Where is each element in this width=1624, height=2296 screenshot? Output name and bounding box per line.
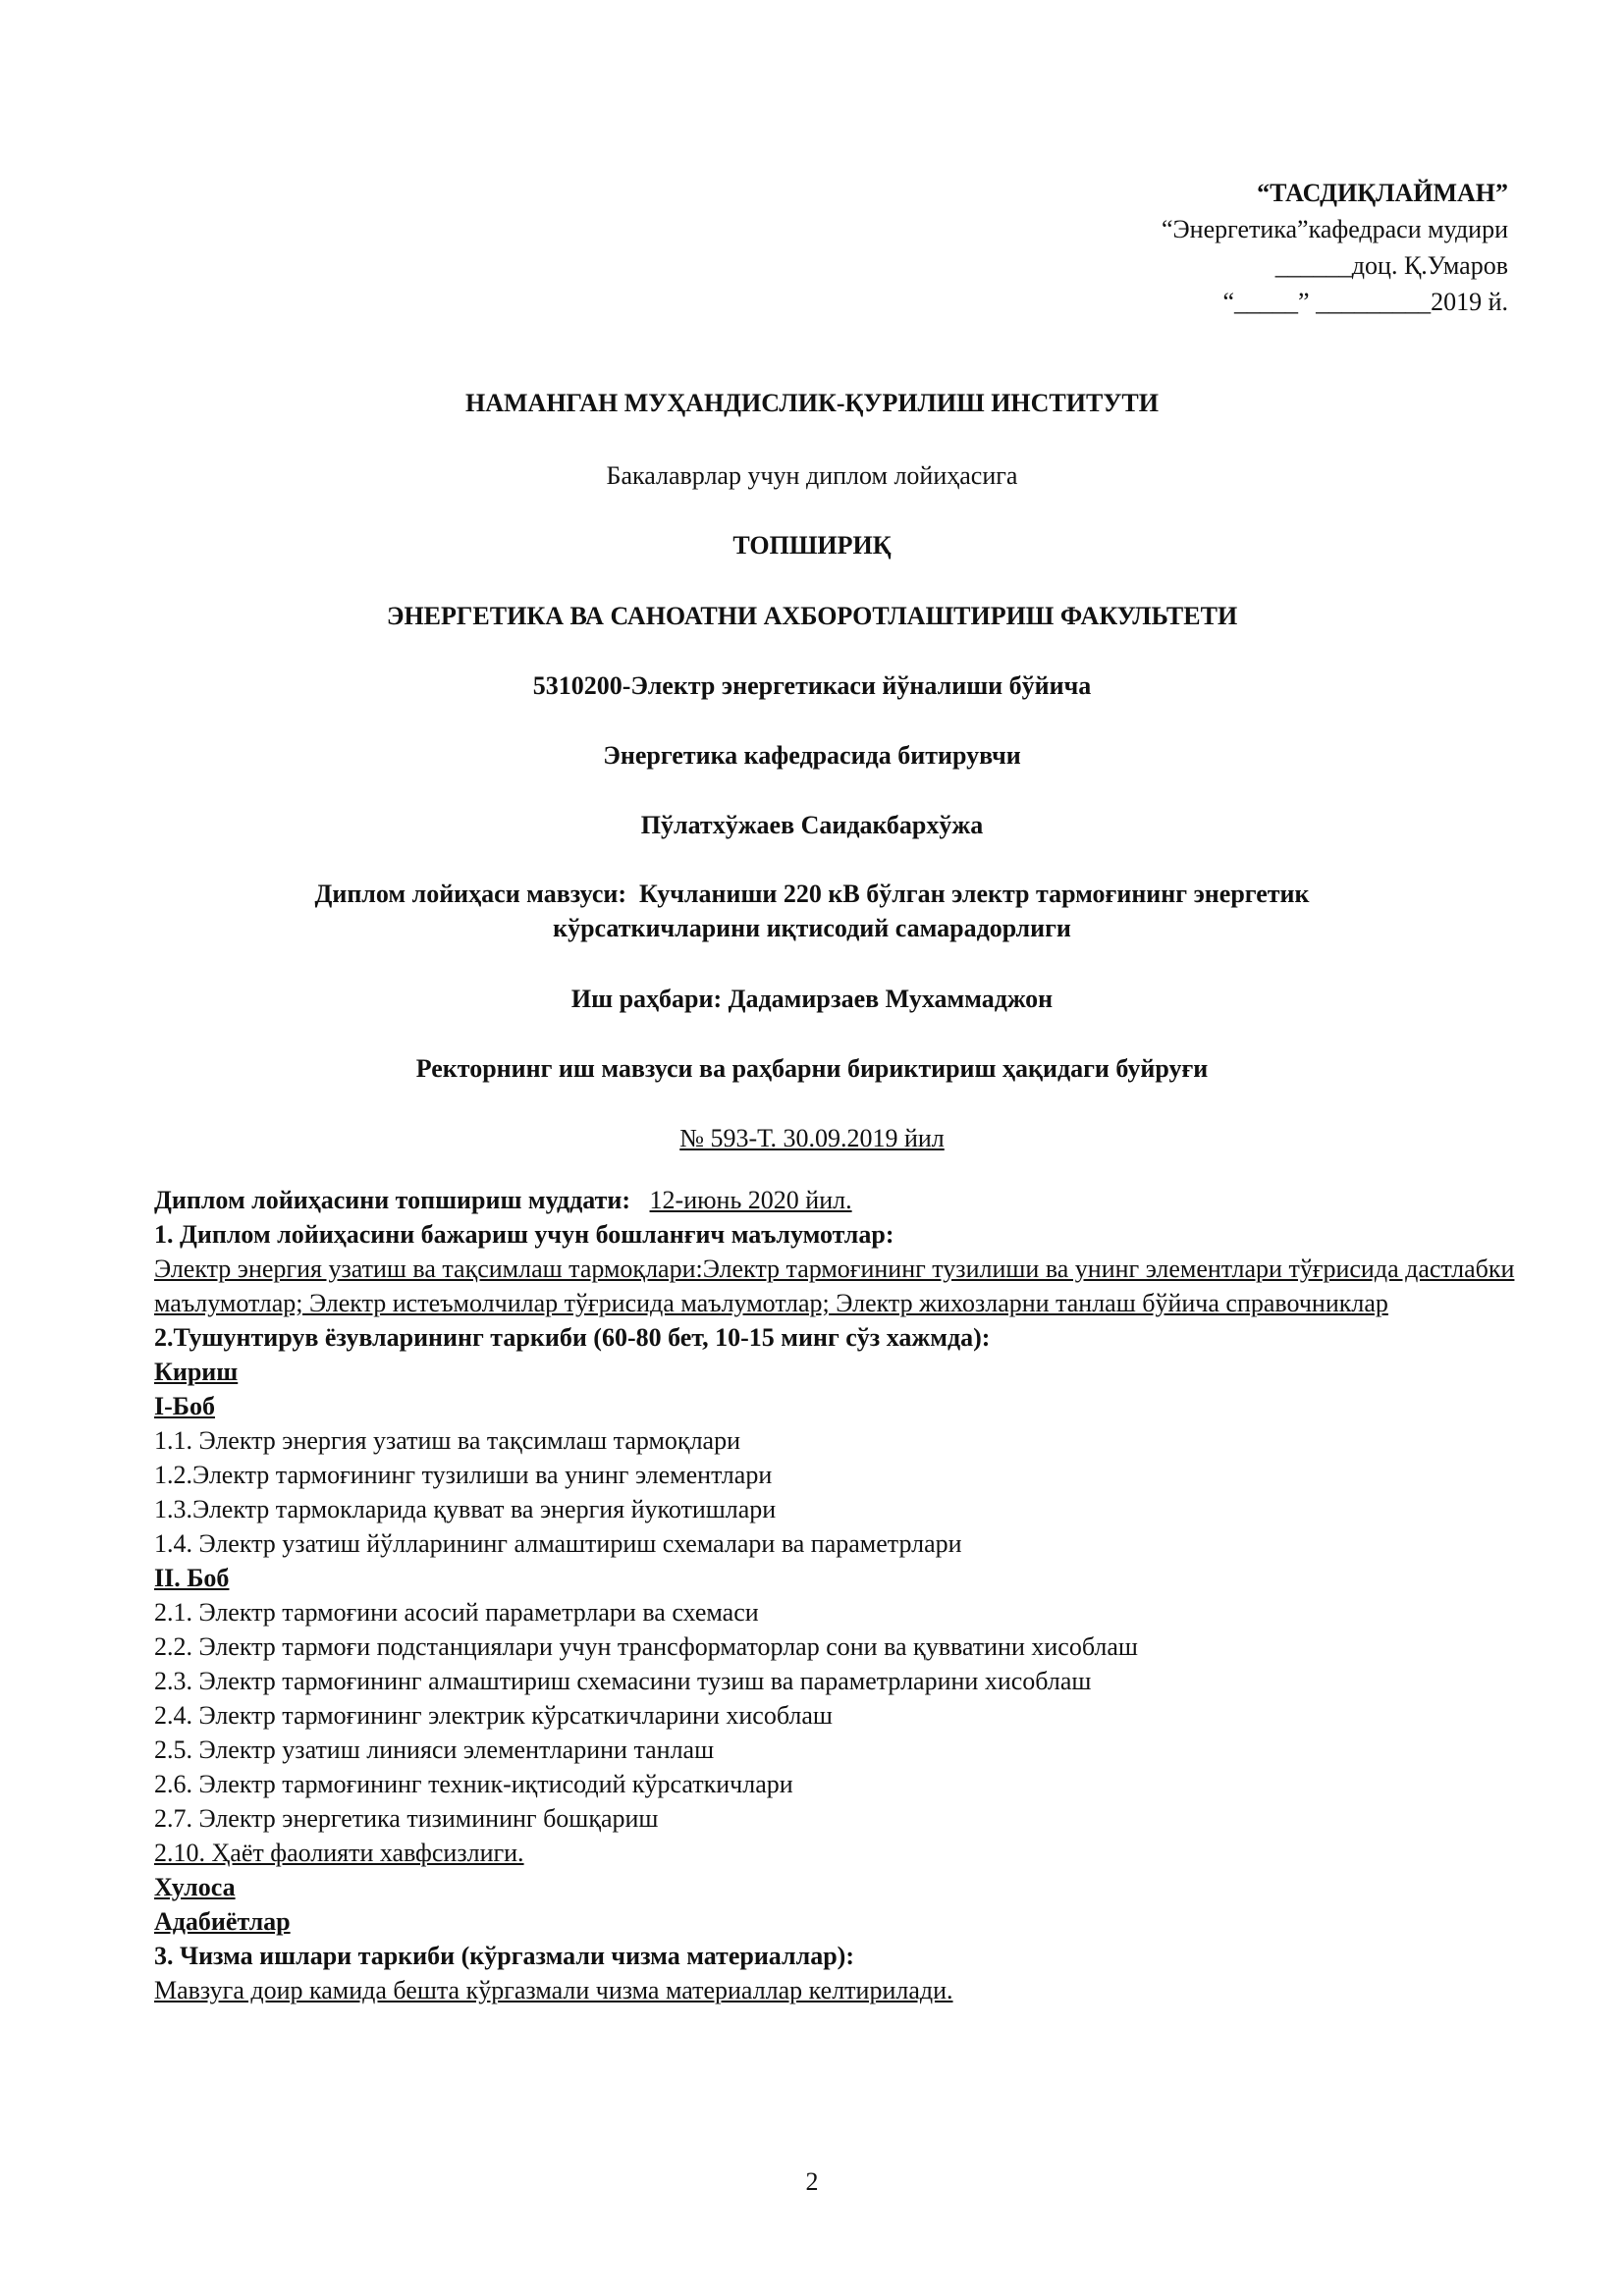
- chapter-1-item: 1.4. Электр узатиш йўлларининг алмаштириш схемалари ва параметрлари: [154, 1529, 962, 1558]
- chapter-2-item: 2.5. Электр узатиш линияси элементларини танлаш: [154, 1735, 715, 1764]
- chapter-2-item: 2.3. Электр тармоғининг алмаштириш схемасини тузиш ва параметрларини хисоблаш: [154, 1667, 1092, 1695]
- conclusion-heading: Хулоса: [154, 1873, 236, 1901]
- chapter-2-item: 2.4. Электр тармоғининг электрик кўрсаткичларини хисоблаш: [154, 1701, 833, 1730]
- institute-title: НАМАНГАН МУҲАНДИСЛИК-ҚУРИЛИШ ИНСТИТУТИ: [465, 389, 1159, 417]
- section-1-title: 1. Диплом лойиҳасини бажариш учун бошланғич маълумотлар:: [154, 1220, 894, 1249]
- chapter-2-item: 2.1. Электр тармоғини асосий параметрлари ва схемаси: [154, 1598, 759, 1627]
- chapter-2-heading: II. Боб: [154, 1564, 230, 1592]
- department: Энергетика кафедрасида битирувчи: [603, 741, 1021, 770]
- literature-heading: Адабиётлар: [154, 1907, 291, 1936]
- section-2-title: 2.Тушунтирув ёзувларининг таркиби (60-80 бет, 10-15 минг сўз хажмда):: [154, 1323, 991, 1352]
- intro-heading: Кириш: [154, 1358, 239, 1386]
- topic-text-1: Кучланиши 220 кВ бўлган электр тармоғининг энергетик: [639, 880, 1310, 908]
- subtitle: Бакалаврлар учун диплом лойиҳасига: [606, 461, 1018, 490]
- order-number: № 593-Т. 30.09.2019 йил: [679, 1124, 945, 1152]
- topic-label: Диплом лойиҳаси мавзуси: [314, 880, 619, 908]
- section-3-text: Мавзуга доир камида бешта кўргазмали чизма материаллар келтирилади.: [154, 1976, 953, 2004]
- chapter-2-item: 2.6. Электр тармоғининг техник-иқтисодий кўрсаткичлари: [154, 1770, 793, 1798]
- direction: 5310200-Электр энергетикаси йўналиши бўйича: [532, 671, 1092, 700]
- approval-signer: ______доц. Қ.Умаров: [1274, 251, 1508, 280]
- deadline-row: [154, 1183, 1529, 1217]
- approval-title: “ТАСДИҚЛАЙМАН”: [1257, 179, 1508, 207]
- order-title: Ректорнинг иш мавзуси ва раҳбарни бириктириш ҳақидаги буйруғи: [415, 1054, 1209, 1083]
- page-number: 2: [805, 2167, 819, 2196]
- section-3-title: 3. Чизма ишлари таркиби (кўргазмали чизма материаллар):: [154, 1942, 854, 1970]
- faculty: ЭНЕРГЕТИКА ВА САНОАТНИ АХБОРОТЛАШТИРИШ ФАКУЛЬТЕТИ: [386, 602, 1238, 630]
- section-1-text: Электр энергия узатиш ва тақсимлаш тармоқлари:Электр тармоғининг тузилиши ва унинг элементлари тўғрисида дастлабки маълумотлар; Электр истеъмолчилар тўғрисида маълумотлар; Электр жихозларни танлаш бўйича справочниклар: [154, 1255, 1515, 1317]
- deadline-label: Диплом лойиҳасини топшириш муддати:: [154, 1186, 631, 1214]
- chapter-2-item: 2.2. Электр тармоғи подстанциялари учун трансформаторлар сони ва қувватини хисоблаш: [154, 1632, 1138, 1661]
- approval-date: “_____” _________2019 й.: [1222, 288, 1508, 316]
- topic-line-2: кўрсаткичларини иқтисодий самарадорлиги: [553, 914, 1071, 942]
- chapter-2-item: 2.7. Электр энергетика тизимининг бошқариш: [154, 1804, 659, 1833]
- approval-position: “Энергетика”кафедраси мудири: [1161, 215, 1508, 243]
- chapter-1-item: 1.3.Электр тармокларида қувват ва энергия йукотишлари: [154, 1495, 777, 1523]
- safety-item: 2.10. Ҳаёт фаолияти хавфсизлиги.: [154, 1839, 524, 1867]
- approval-block: [919, 175, 1508, 320]
- student-name: Пўлатхўжаев Саидакбархўжа: [640, 811, 984, 839]
- chapter-1-heading: I-Боб: [154, 1392, 215, 1420]
- deadline-value: 12-июнь 2020 йил.: [649, 1186, 852, 1214]
- chapter-1-item: 1.1. Электр энергия узатиш ва тақсимлаш тармоқлари: [154, 1426, 740, 1455]
- chapter-1-item: 1.2.Электр тармоғининг тузилиши ва унинг элементлари: [154, 1461, 773, 1489]
- document-body: [154, 1183, 1529, 2007]
- topic-line-1: Диплом лойиҳаси мавзуси: Кучланиши 220 кВ бўлган электр тармоғининг энергетик: [314, 880, 1310, 908]
- supervisor: Иш раҳбари: Дадамирзаев Мухаммаджон: [570, 985, 1054, 1013]
- doc-type: ТОПШИРИҚ: [732, 531, 892, 560]
